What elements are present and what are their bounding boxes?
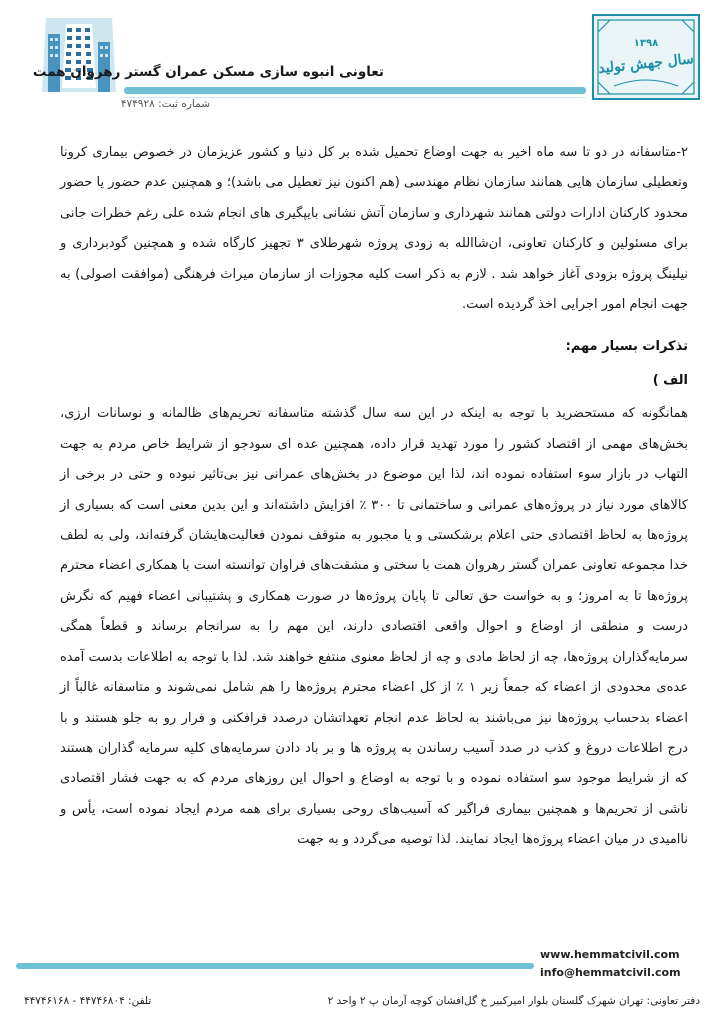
- footer-divider: [16, 963, 534, 969]
- footer-address: دفتر تعاونی: تهران شهرک گلستان بلوار امیرکبیر خ گل‌افشان کوچه آرمان پ ۲ واحد ۲: [327, 995, 700, 1007]
- paragraph-sanctions-notice: همانگونه که مستحضرید با توجه به اینکه در این سه سال گذشته متاسفانه تحریم‌های ظالمانه و نوسانات ارزی، بخش‌های مهمی از اقتصاد کشور را مورد تهدید قرار داده، همچنین عده ای سودجو از شرایط خاص مردم به جهت التهاب در بازار سوء استفاده نموده اند، لذا این موضوع در بخش‌های عمرانی نیز بی‌تاثیر نبوده و حتی در برخی از کالاهای مورد نیاز در پروژه‌های عمرانی و ساختمانی تا ۳۰۰ ٪ افزایش داشته‌اند و این بدین معنی است که بسیاری از پروژه‌ها به لحاظ اقتصادی حتی اعلام برشکستی و یا مجبور به متوقف نمودن فعالیت‌هایشان گرفته‌اند، ولی به لطف خدا مجموعه تعاونی عمران گستر رهروان همت با سختی و مشقت‌های فراوان توانسته است با همکاری اعضاء محترم پروژه‌ها تا به امروز؛ و به خواست حق تعالی تا پایان پروژه‌ها در صورت همکاری و پشتیبانی اعضاء فهیم که نگرش درست و منطقی از اوضاع و احوال واقعی اقتصادی دارند، این مهم را به سرانجام برساند و قطعاً همگی سرمایه‌گذاران پروژه‌ها، چه از لحاظ مادی و چه از لحاظ معنوی منتفع خواهند شد. لذا با توجه به اطلاعات بدست آمده عده‌ی محدودی از اعضاء که جمعاً زیر ۱ ٪ از کل اعضاء محترم پروژه‌ها را هم شامل نمی‌شوند و متاسفانه غالباً از اعضاء بدحساب پروژه‌ها نیز می‌باشند به لحاظ عدم انجام تعهداتشان درصدد فرافکنی و فرار رو به جلو هستند و با درج اطلاعات دروغ و کذب در صدد آسیب رساندن به پروژه ها و بر باد دادن سرمایه‌های کلیه سرمایه گذاران هستند که از شرایط موجود سو استفاده نموده و با توجه به اوضاع و احوال این روزهای مردم که به جهت فشار اقتصادی ناشی از تحریم‌ها و همچنین بیماری فراگیر که آسیب‌های روحی بسیاری برای همه مردم ایجاد نموده است، یأس و ناامیدی در میان اعضاء پروژه‌ها ایجاد نمایند. لذا توصیه می‌گردد و به جهت: [60, 406, 688, 848]
- footer-website-link[interactable]: www.hemmatcivil.com: [540, 948, 680, 961]
- company-name: تعاونی انبوه سازی مسکن عمران گستر رهروان همت: [32, 64, 384, 80]
- footer-email-link[interactable]: info@hemmatcivil.com: [540, 966, 681, 979]
- seal-slogan: سال جهش تولید: [597, 51, 695, 77]
- heading-important-notes: تذکرات بسیار مهم:: [565, 339, 688, 355]
- year-slogan-seal: [592, 14, 700, 100]
- building-tower-logo-icon: [36, 14, 122, 96]
- registration-number: شماره ثبت: ۴۷۴۹۲۸: [120, 98, 210, 110]
- letter-body: [60, 138, 688, 856]
- seal-year: ۱۳۹۸: [633, 38, 659, 49]
- footer-contact-web: [540, 946, 700, 982]
- heading-section-alef: الف ): [652, 373, 688, 389]
- header-divider: [124, 87, 586, 94]
- paragraph-2-corona-status: ۲-متاسفانه در دو تا سه ماه اخیر به جهت اوضاع تحمیل شده بر کل دنیا و کشور عزیزمان در خصوص بیماری کرونا وتعطیلی سازمان هایی همانند سازمان نظام مهندسی (هم اکنون نیز تعطیل می باشد)؛ و همچنین عدم حضور یا حضور محدود کارکنان ادارات دولتی همانند شهرداری و سازمان آتش نشانی بایپگیری های انجام شده علی رغم خطرات جانی برای مسئولین و کارکنان تعاونی، ان‌شاالله به زودی پروژه شهرطلای ۳ تجهیز کارگاه شده و همچنین گودبرداری و نیلینگ پروژه بزودی آغاز خواهد شد . لازم به ذکر است کلیه مجوزات از سازمان میراث فرهنگی (موافقت اصولی) به جهت انجام امور اجرایی اخذ گردیده است.: [60, 145, 689, 313]
- footer-phone: تلفن: ۴۴۷۴۶۸۰۴ - ۴۴۷۴۶۱۶۸: [24, 995, 152, 1007]
